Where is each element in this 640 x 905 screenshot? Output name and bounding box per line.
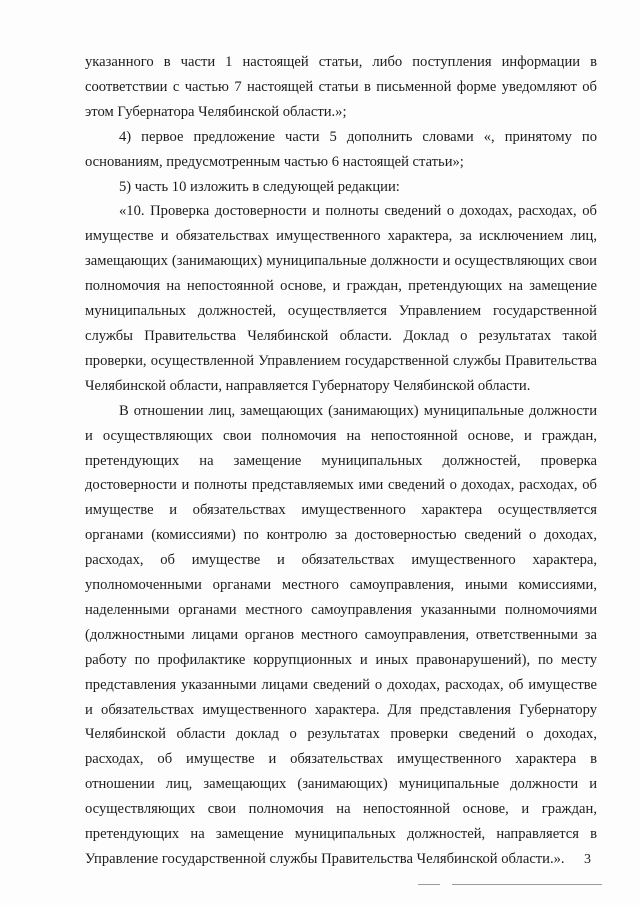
paragraph-2: 4) первое предложение части 5 дополнить словами «, принятому по основаниям, предусмотренным частью 6 настоящей статьи»; xyxy=(85,128,597,170)
paragraph-3: 5) часть 10 изложить в следующей редакции: xyxy=(119,178,400,195)
scan-artifact-line xyxy=(452,884,602,885)
document-body xyxy=(85,50,597,872)
paragraph-4: «10. Проверка достоверности и полноты сведений о доходах, расходах, об имуществе и обязательствах имущественного характера, за исключением лиц, замещающих (занимающих) муниципальные должности и осуществляющих свои полномочия на непостоянной основе, и граждан, претендующих на замещение муниципальных должностей, осуществляется Управлением государственной службы Правительства Челябинской области. Доклад о результатах такой проверки, осуществленной Управлением государственной службы Правительства Челябинской области, направляется Губернатору Челябинской области. xyxy=(85,203,597,394)
scan-artifact-line xyxy=(418,884,440,885)
paragraph-5: В отношении лиц, замещающих (занимающих) муниципальные должности и осуществляющих свои полномочия на непостоянной основе, и граждан, претендующих на замещение муниципальных должностей, проверка достоверности и полноты представляемых ими сведений о доходах, расходах, об имуществе и обязательствах имущественного характера осуществляется органами (комиссиями) по контролю за достоверностью сведений о доходах, расходах, об имуществе и обязательствах имущественного характера, уполномоченными органами местного самоуправления, иными комиссиями, наделенными органами местного самоуправления указанными полномочиями (должностными лицами органов местного самоуправления, ответственными за работу по профилактике коррупционных и иных правонарушений), по месту представления указанными лицами сведений о доходах, расходах, об имуществе и обязательствах имущественного характера. Для представления Губернатору Челябинской области доклад о результатах проверки сведений о доходах, расходах, об имуществе и обязательствах имущественного характера в отношении лиц, замещающих (занимающих) муниципальные должности и осуществляющих свои полномочия на непостоянной основе, и граждан, претендующих на замещение муниципальных должностей, направляется в Управление государственной службы Правительства Челябинской области.». xyxy=(85,402,597,867)
page-number: 3 xyxy=(584,852,591,867)
paragraph-1: указанного в части 1 настоящей статьи, либо поступления информации в соответствии с частью 7 настоящей статьи в письменной форме уведомляют об этом Губернатора Челябинской области.»; xyxy=(85,54,597,120)
